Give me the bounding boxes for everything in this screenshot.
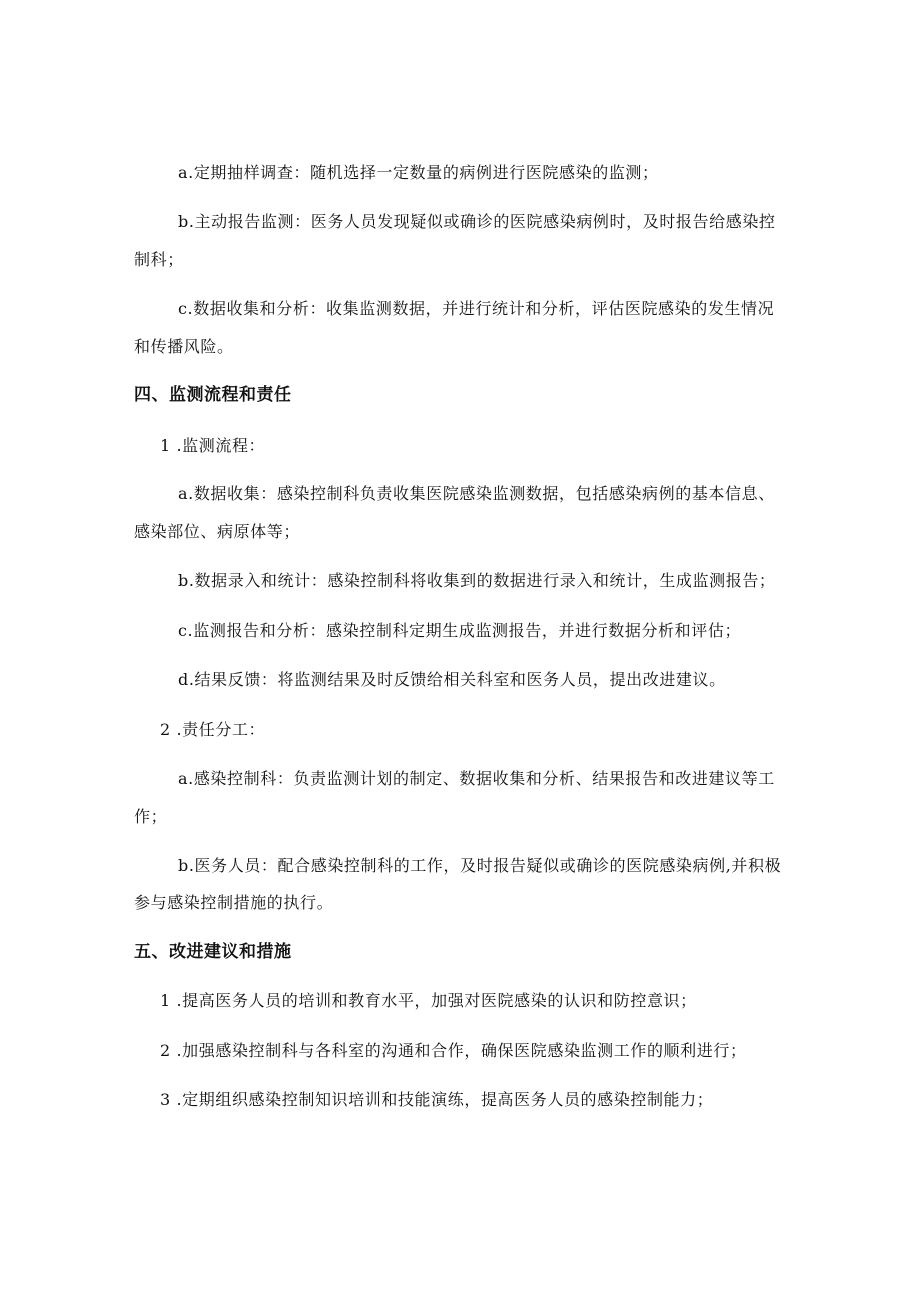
item-4-1a-data-collection-line1: a.数据收集：感染控制科负责收集医院感染监测数据，包括感染病例的基本信息、 xyxy=(178,484,775,503)
item-4-2a-infection-control-line1: a.感染控制科：负责监测计划的制定、数据收集和分析、结果报告和改进建议等工 xyxy=(178,769,775,788)
item-4-2a-infection-control-line2: 作； xyxy=(134,807,168,826)
item-5-1-training: 1 .提高医务人员的培训和教育水平，加强对医院感染的认识和防控意识； xyxy=(160,991,697,1010)
item-4-1c-report-analysis: c.监测报告和分析：感染控制科定期生成监测报告，并进行数据分析和评估； xyxy=(178,621,742,640)
item-4-1d-feedback: d.结果反馈：将监测结果及时反馈给相关科室和医务人员，提出改进建议。 xyxy=(178,670,726,689)
item-3a-sampling-survey: a.定期抽样调查：随机选择一定数量的病例进行医院感染的监测； xyxy=(178,163,659,182)
item-5-2-communication: 2 .加强感染控制科与各科室的沟通和合作，确保医院感染监测工作的顺利进行； xyxy=(160,1041,747,1060)
item-3b-active-report-line2: 制科； xyxy=(134,250,184,269)
item-3c-data-analysis-line2: 和传播风险。 xyxy=(134,337,234,356)
item-4-1b-data-entry: b.数据录入和统计：感染控制科将收集到的数据进行录入和统计，生成监测报告； xyxy=(178,571,776,590)
item-3c-data-analysis-line1: c.数据收集和分析：收集监测数据，并进行统计和分析，评估医院感染的发生情况 xyxy=(178,299,775,318)
sub-1-title: 1 .监测流程： xyxy=(160,436,266,455)
sub-2-title: 2 .责任分工： xyxy=(160,720,266,739)
item-4-2b-medical-staff-line1: b.医务人员：配合感染控制科的工作，及时报告疑似或确诊的医院感染病例,并积极 xyxy=(178,856,782,875)
section-4-heading: 四、监测流程和责任 xyxy=(134,385,292,405)
section-5-heading: 五、改进建议和措施 xyxy=(134,942,292,962)
item-4-2b-medical-staff-line2: 参与感染控制措施的执行。 xyxy=(134,893,334,912)
item-5-3-drills: 3 .定期组织感染控制知识培训和技能演练，提高医务人员的感染控制能力； xyxy=(160,1090,714,1109)
item-3b-active-report-line1: b.主动报告监测：医务人员发现疑似或确诊的医院感染病例时，及时报告给感染控 xyxy=(178,212,776,231)
item-4-1a-data-collection-line2: 感染部位、病原体等； xyxy=(134,522,301,541)
